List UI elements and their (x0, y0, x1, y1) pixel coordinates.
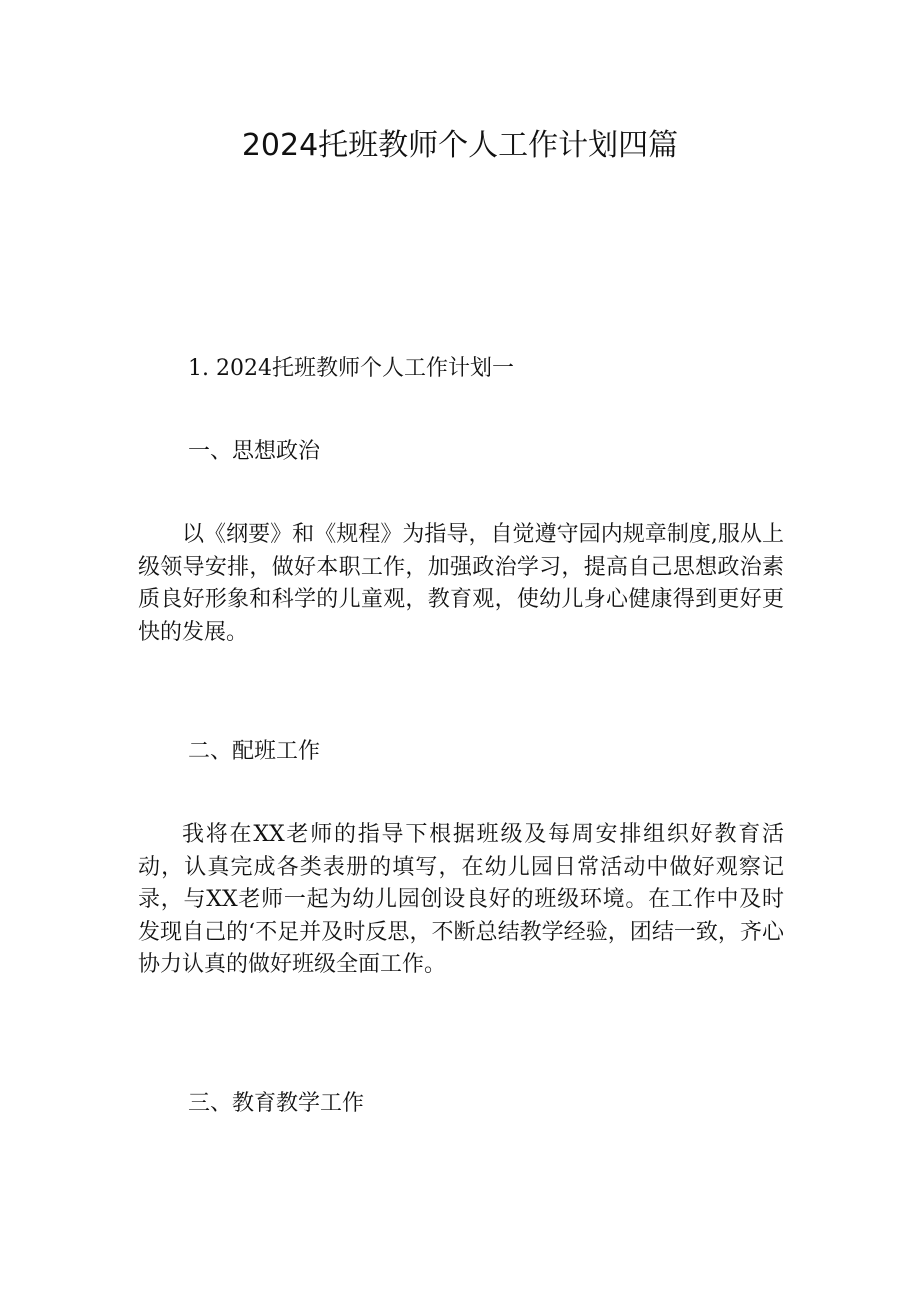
section-heading-teaching: 三、教育教学工作 (188, 1091, 365, 1116)
section-paragraph-ideology: 以《纲要》和《规程》为指导，自觉遵守园内规章制度,服从上级领导安排，做好本职工作，加强政治学习，提高自己思想政治素质良好形象和科学的儿童观，教育观，使幼儿身心健康得到更好更快的发展。 (138, 522, 784, 645)
section-paragraph-class-work: 我将在XX老师的指导下根据班级及每周安排组织好教育活动，认真完成各类表册的填写，在幼儿园日常活动中做好观察记录，与XX老师一起为幼儿园创设良好的班级环境。在工作中及时发现自己的‘不足并及时反思，不断总结教学经验，团结一致，齐心协力认真的做好班级全面工作。 (138, 822, 784, 977)
section-heading-ideology: 一、思想政治 (188, 439, 321, 464)
document-title: 2024托班教师个人工作计划四篇 (241, 128, 679, 163)
section-heading-class-work: 二、配班工作 (188, 739, 321, 764)
plan-subtitle: 1. 2024托班教师个人工作计划一 (188, 356, 514, 381)
